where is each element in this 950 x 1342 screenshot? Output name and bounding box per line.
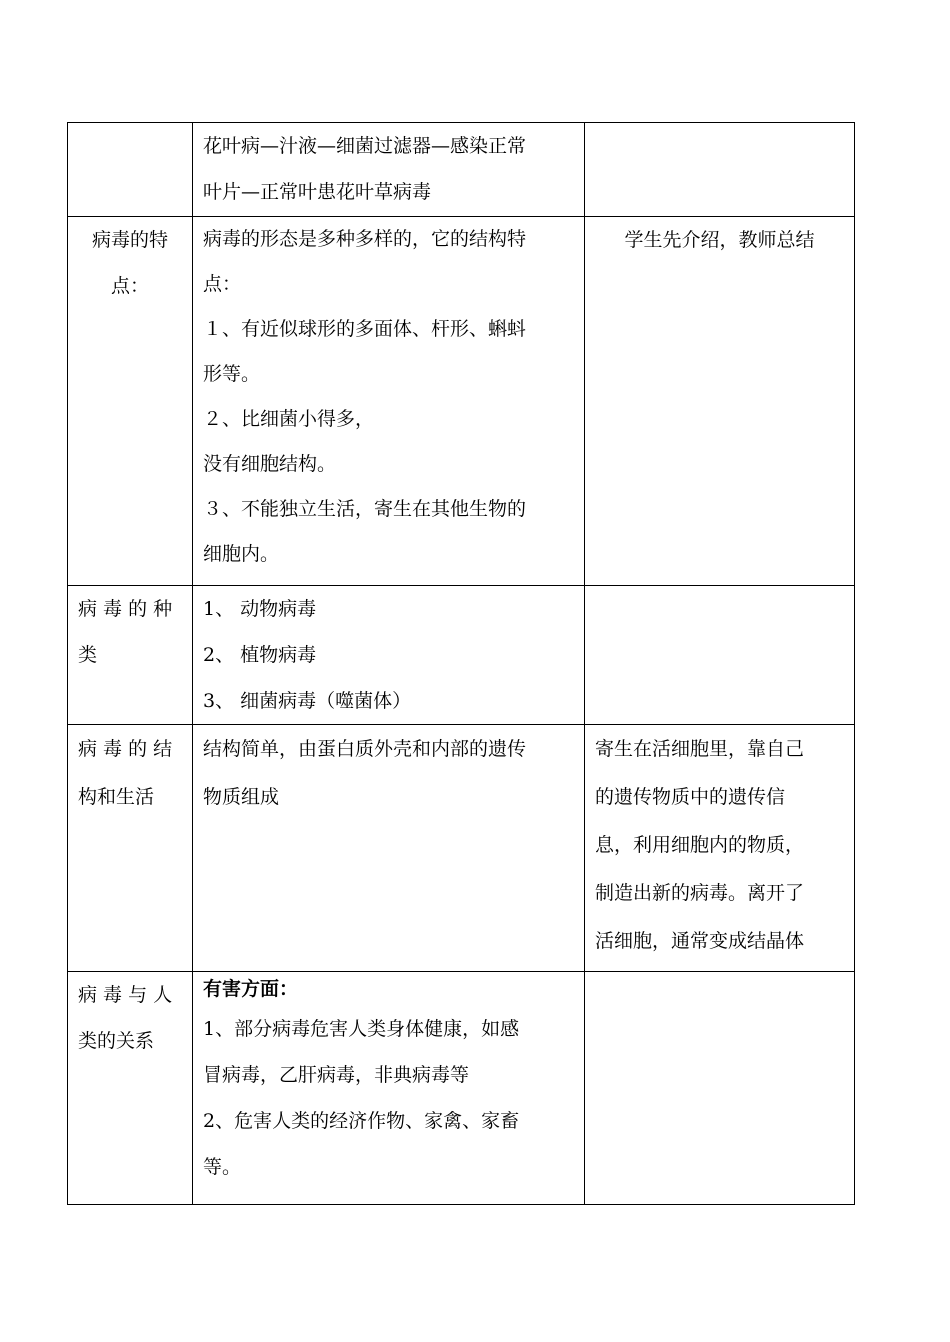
- label-line: 病 毒 与 人: [78, 984, 173, 1006]
- content-line: 没有细胞结构。: [203, 453, 337, 475]
- content-line: ２、比细菌小得多，: [203, 408, 375, 430]
- note-line: 息，利用细胞内的物质，: [595, 834, 805, 856]
- label-line: 构和生活: [78, 786, 155, 808]
- content-line: 点：: [203, 273, 242, 295]
- table-row: [68, 123, 855, 217]
- table-row: [68, 972, 855, 1205]
- note-line: 寄生在活细胞里，靠自己: [595, 738, 805, 760]
- label-line: 病毒的特: [91, 229, 168, 251]
- lesson-table: [67, 122, 855, 1205]
- row-note-cell: [585, 586, 855, 725]
- table-row: [68, 725, 855, 972]
- note-line: 的遗传物质中的遗传信: [595, 786, 786, 808]
- content-line: 形等。: [203, 363, 261, 385]
- content-line: 1、 动物病毒: [203, 598, 317, 620]
- label-line: 病 毒 的 种: [78, 598, 173, 620]
- label-line: 病 毒 的 结: [78, 738, 173, 760]
- content-line: 叶片—正常叶患花叶草病毒: [203, 181, 432, 203]
- row-content-cell: [193, 217, 585, 586]
- row-note-cell: [585, 123, 855, 217]
- content-line: 等。: [203, 1156, 242, 1178]
- row-label-cell: [68, 972, 193, 1205]
- label-line: 类的关系: [78, 1030, 155, 1052]
- note-line: 活细胞，通常变成结晶体: [595, 930, 805, 952]
- row-content-cell: [193, 725, 585, 972]
- row-label-cell: [68, 217, 193, 586]
- row-label-cell: [68, 586, 193, 725]
- content-line: 花叶病—汁液—细菌过滤器—感染正常: [203, 135, 527, 157]
- row-note-cell: [585, 972, 855, 1205]
- row-note-cell: [585, 725, 855, 972]
- content-line: 结构简单，由蛋白质外壳和内部的遗传: [203, 738, 527, 760]
- content-heading: 有害方面：: [203, 978, 299, 1000]
- content-line: 1、部分病毒危害人类身体健康，如感: [203, 1018, 520, 1040]
- content-line: 细胞内。: [203, 543, 280, 565]
- note-line: 学生先介绍，教师总结: [624, 229, 815, 251]
- row-label-cell: [68, 123, 193, 217]
- row-content-cell: [193, 123, 585, 217]
- content-line: １、有近似球形的多面体、杆形、蝌蚪: [203, 318, 527, 340]
- row-content-cell: [193, 972, 585, 1205]
- note-line: 制造出新的病毒。离开了: [595, 882, 805, 904]
- label-line: 类: [78, 644, 98, 666]
- content-line: 2、危害人类的经济作物、家禽、家畜: [203, 1110, 520, 1132]
- content-line: 2、 植物病毒: [203, 644, 317, 666]
- table-row: [68, 586, 855, 725]
- content-line: 3、 细菌病毒（噬菌体）: [203, 690, 412, 712]
- row-content-cell: [193, 586, 585, 725]
- row-label-cell: [68, 725, 193, 972]
- label-line: 点：: [110, 275, 149, 297]
- table-row: [68, 217, 855, 586]
- content-line: 物质组成: [203, 786, 280, 808]
- content-line: ３、不能独立生活，寄生在其他生物的: [203, 498, 527, 520]
- content-line: 病毒的形态是多种多样的，它的结构特: [203, 228, 527, 250]
- content-line: 冒病毒，乙肝病毒，非典病毒等: [203, 1064, 470, 1086]
- row-note-cell: [585, 217, 855, 586]
